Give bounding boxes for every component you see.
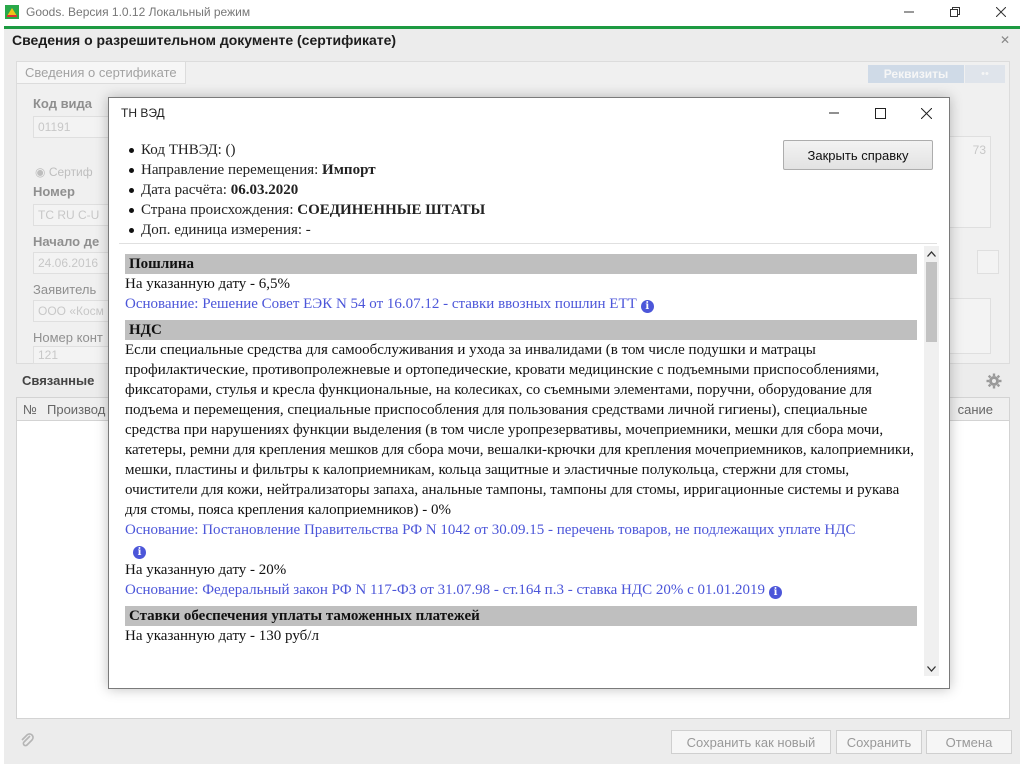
tnved-modal bbox=[108, 97, 950, 689]
duty-basis-link[interactable]: Основание: Решение Совет ЕЭК N 54 от 16.07.12 - ставки ввозных пошлин ЕТТ bbox=[125, 296, 637, 312]
dialog-close-icon[interactable]: ✕ bbox=[999, 33, 1010, 47]
minimize-icon[interactable] bbox=[886, 0, 932, 24]
restore-icon[interactable] bbox=[932, 0, 978, 24]
gear-icon[interactable] bbox=[986, 373, 1002, 394]
vat-basis-2 bbox=[125, 580, 917, 600]
rekvizity-more-button[interactable]: •• bbox=[965, 65, 1005, 83]
tab-certificate-info[interactable]: Сведения о сертификате bbox=[17, 62, 186, 84]
guarantee-rate-text: На указанную дату - 130 руб/л bbox=[125, 628, 319, 644]
col-description[interactable]: сание bbox=[957, 402, 993, 417]
tnved-summary-list bbox=[127, 140, 485, 240]
summary-value: СОЕДИНЕННЫЕ ШТАТЫ bbox=[297, 202, 486, 218]
rekvizity-button[interactable]: Реквизиты bbox=[868, 65, 964, 83]
summary-label: Страна происхождения: bbox=[141, 202, 298, 218]
save-button[interactable]: Сохранить bbox=[836, 730, 922, 754]
col-producer[interactable]: Производ bbox=[47, 402, 106, 417]
dialog-title: Сведения о разрешительном документе (сертификате) bbox=[12, 32, 397, 48]
summary-value: () bbox=[225, 142, 236, 158]
info-icon[interactable]: i bbox=[133, 546, 146, 559]
close-icon[interactable] bbox=[978, 0, 1024, 24]
scroll-thumb[interactable] bbox=[926, 262, 937, 342]
nomer-kont-label: Номер конт bbox=[33, 330, 103, 345]
vat-basis-1 bbox=[125, 520, 917, 540]
close-help-button[interactable]: Закрыть справку bbox=[783, 140, 933, 170]
dialog-footer bbox=[4, 720, 1020, 764]
vat-basis-1-info bbox=[125, 540, 917, 560]
col-number[interactable]: № bbox=[23, 402, 37, 417]
modal-close-icon[interactable] bbox=[903, 98, 949, 128]
sertif-radio-label: Сертиф bbox=[48, 165, 93, 179]
tnved-content bbox=[125, 254, 917, 676]
sertif-radio[interactable]: ◉ Сертиф bbox=[35, 165, 93, 179]
modal-title: ТН ВЭД bbox=[121, 106, 165, 120]
kod-vida-input[interactable]: 01191 bbox=[33, 116, 153, 138]
modal-minimize-icon[interactable] bbox=[811, 98, 857, 128]
app-title: Goods. Версия 1.0.12 Локальный режим bbox=[26, 5, 251, 19]
nomer-label: Номер bbox=[33, 184, 75, 199]
nachalo-input[interactable]: 24.06.2016 bbox=[33, 252, 153, 274]
zayavitel-label: Заявитель bbox=[33, 282, 97, 297]
duty-basis bbox=[125, 294, 917, 314]
info-icon[interactable]: i bbox=[641, 300, 654, 313]
summary-direction bbox=[127, 160, 485, 180]
opisanie-value: 73 bbox=[972, 143, 986, 157]
cancel-button[interactable]: Отмена bbox=[926, 730, 1012, 754]
summary-label: Код ТНВЭД: bbox=[141, 142, 226, 158]
nomer-kont-input[interactable]: 121 bbox=[33, 346, 153, 364]
summary-label: Доп. единица измерения: bbox=[141, 222, 306, 238]
scroll-up-icon[interactable] bbox=[924, 246, 939, 261]
content-divider bbox=[119, 243, 937, 244]
content-scrollbar[interactable] bbox=[924, 246, 939, 676]
duty-rate-text: На указанную дату - 6,5% bbox=[125, 276, 291, 292]
nachalo-label: Начало де bbox=[33, 234, 100, 249]
vat-basis-1-link[interactable]: Основание: Постановление Правительства РФ N 1042 от 30.09.15 - перечень товаров, не подлежащих уплате НДС bbox=[125, 522, 856, 538]
section-guarantee-header: Ставки обеспечения уплаты таможенных платежей bbox=[125, 606, 917, 626]
section-vat-header: НДС bbox=[125, 320, 917, 340]
summary-unit bbox=[127, 220, 485, 240]
related-section-title: Связанные bbox=[22, 373, 95, 388]
summary-label: Направление перемещения: bbox=[141, 162, 323, 178]
vat-basis-2-link[interactable]: Основание: Федеральный закон РФ N 117-ФЗ от 31.07.98 - ст.164 п.3 - ставка НДС 20% с 01.01.2019 bbox=[125, 582, 766, 598]
summary-value: Импорт bbox=[322, 162, 376, 178]
app-logo-icon bbox=[4, 4, 20, 20]
info-icon[interactable]: i bbox=[769, 586, 782, 599]
vat-condition-text: Если специальные средства для самообслуживания и ухода за инвалидами (в том числе подушки и матрацы профилактические, противопролежневые и ортопедические, кровати медицинские с подъемными приспособлениями, фиксаторами, стулья и кресла функциональные, на колесиках, со съемными элементами, поручни, оборудование для подъема и перемещения, специальные приспособления для пользования средствами личной гигиены), специальные средства при нарушениях функции выделения (в том числе уропрезервативы, мочеприемники, мешки для сбора мочи, катетеры, ремни для крепления мешков для сбора мочи, вешалки-крючки для крепления мочеприемников, калоприемники, мешки, пластины и фильтры к калоприемникам, кольца защитные и эластичные полукольца, стержни для стомы, очистители для кожи, нейтрализаторы запаха, анальные тампоны, тампоны для стомы, ирригационные системы и рукава для стомы, пояса крепления калоприемников) - 0% bbox=[125, 342, 914, 518]
attachment-icon[interactable] bbox=[20, 732, 34, 753]
app-titlebar bbox=[0, 0, 1024, 24]
summary-value: - bbox=[305, 222, 311, 238]
summary-value: 06.03.2020 bbox=[230, 182, 299, 198]
summary-calc-date bbox=[127, 180, 485, 200]
scroll-down-icon[interactable] bbox=[924, 661, 939, 676]
summary-country bbox=[127, 200, 485, 220]
dropdown-arrow-icon[interactable] bbox=[977, 250, 999, 274]
nomer-input[interactable]: ТС RU C-U bbox=[33, 204, 153, 226]
save-as-new-button[interactable]: Сохранить как новый bbox=[671, 730, 831, 754]
kod-vida-label: Код вида bbox=[33, 96, 93, 111]
summary-label: Дата расчёта: bbox=[141, 182, 231, 198]
vat-rate-text: На указанную дату - 20% bbox=[125, 562, 287, 578]
modal-maximize-icon[interactable] bbox=[857, 98, 903, 128]
section-duty-header: Пошлина bbox=[125, 254, 917, 274]
summary-code bbox=[127, 140, 485, 160]
zayavitel-input[interactable]: ООО «Косм bbox=[33, 300, 153, 322]
